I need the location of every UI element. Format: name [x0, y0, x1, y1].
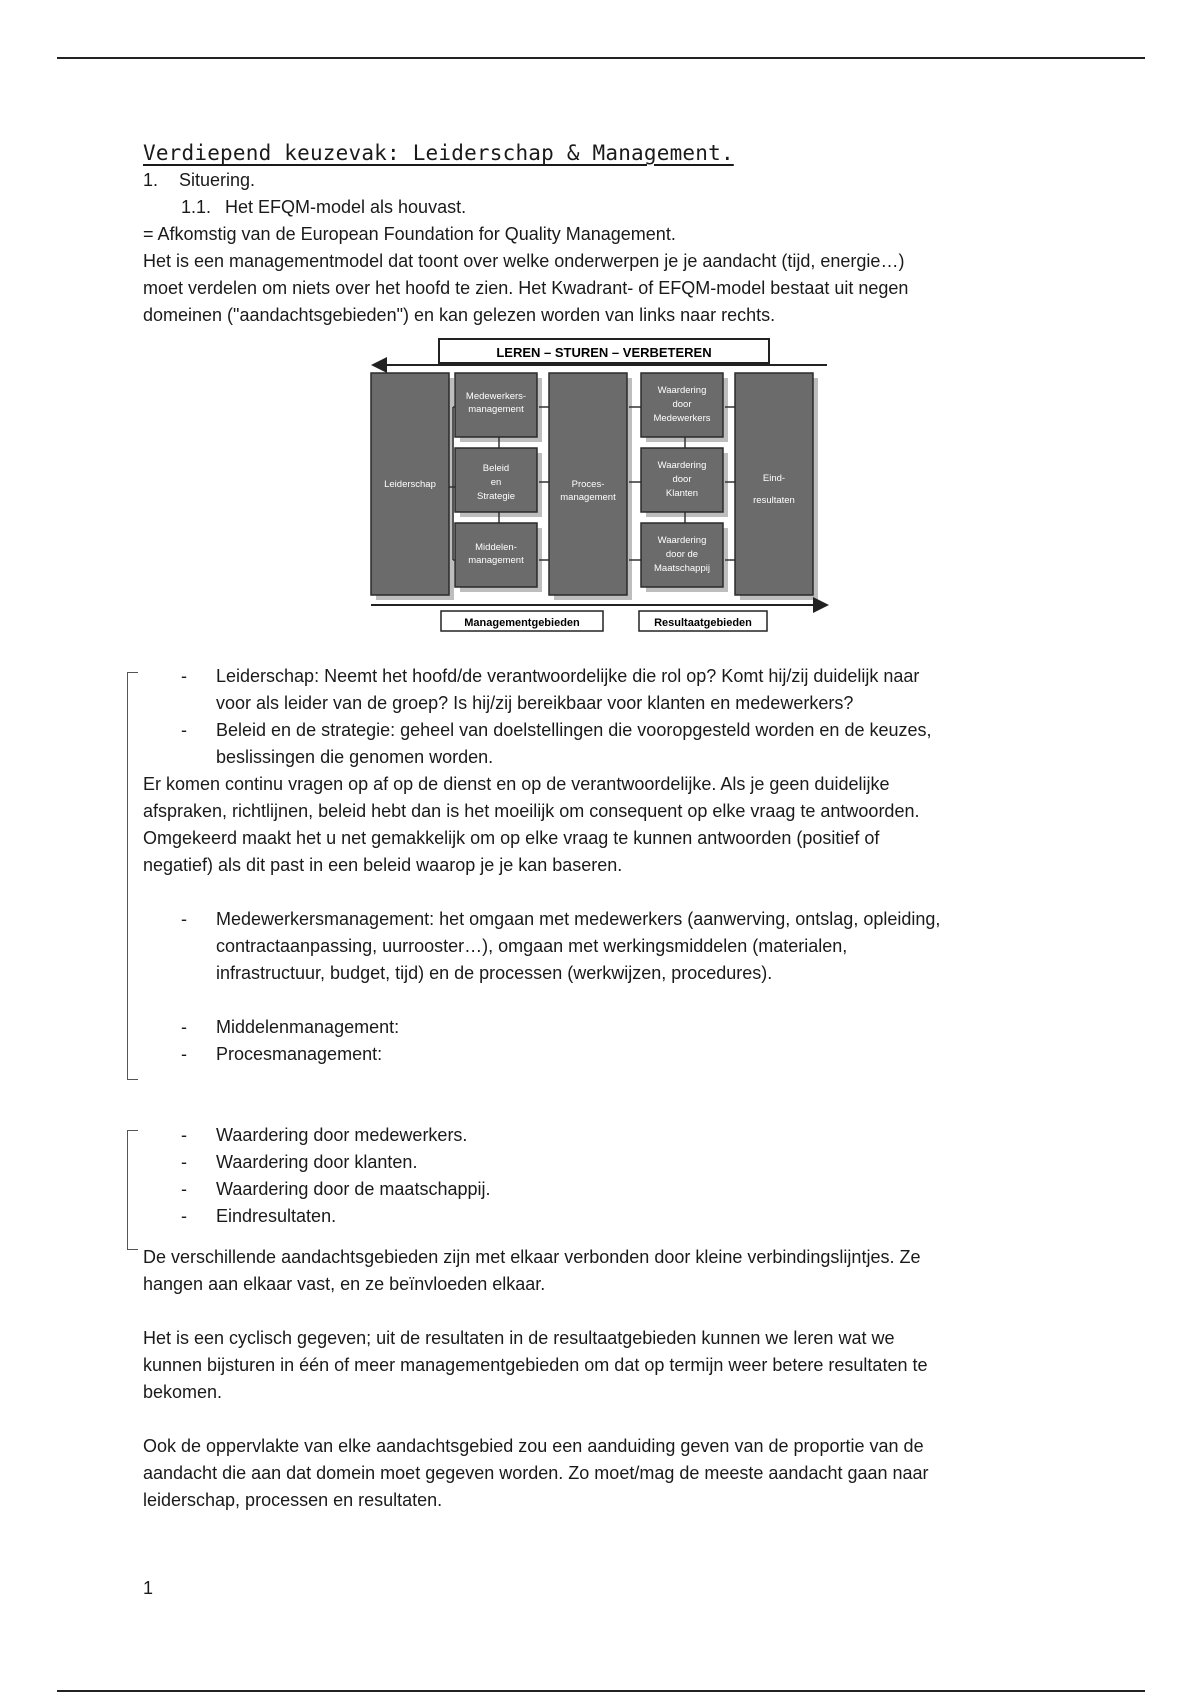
bullet-text: Waardering door medewerkers.	[216, 1125, 468, 1145]
bullet-text: Leiderschap: Neemt het hoofd/de verantwoordelijke die rol op? Komt hij/zij duidelijk naar	[216, 666, 920, 686]
bullet-waardering-maatschappij	[143, 1176, 1063, 1203]
label-beleid: Strategie	[476, 491, 516, 502]
beleid-paragraph-line: afspraken, richtlijnen, beleid hebt dan is het moeilijk om consequent op elke vraag te antwoorden.	[143, 801, 920, 821]
box-eindresultaten	[735, 373, 813, 595]
closing-paragraph-line: Het is een cyclisch gegeven; uit de resultaten in de resultaatgebieden kunnen we leren wat we	[143, 1328, 895, 1348]
label-waard-klanten: Waardering	[657, 460, 707, 471]
intro-line: Het is een managementmodel dat toont over welke onderwerpen je je aandacht (tijd, energie…)	[143, 251, 905, 271]
bullet-text: contractaanpassing, uurrooster…), omgaan met werkingsmiddelen (materialen,	[216, 936, 848, 956]
intro-line: = Afkomstig van de European Foundation for Quality Management.	[143, 224, 676, 244]
bullet-eindresultaten	[143, 1203, 1063, 1230]
bullet-dash: -	[181, 1152, 187, 1172]
bullet-leiderschap-cont	[143, 690, 1063, 717]
management-bracket	[127, 672, 138, 1080]
label-beleid: Beleid	[482, 463, 510, 474]
bullet-text: Waardering door klanten.	[216, 1152, 418, 1172]
bullet-dash: -	[181, 1179, 187, 1199]
closing-paragraph-line: bekomen.	[143, 1382, 223, 1402]
bullet-beleid-cont	[143, 744, 1063, 771]
bullet-dash: -	[181, 666, 187, 686]
bullet-dash: -	[181, 720, 187, 740]
closing-paragraph-line: Ook de oppervlakte van elke aandachtsgebied zou een aanduiding geven van de proportie van de	[143, 1436, 924, 1456]
closing-paragraph-line: leiderschap, processen en resultaten.	[143, 1490, 443, 1510]
closing-paragraph-line: kunnen bijsturen in één of meer managementgebieden om dat op termijn weer betere resultaten te	[143, 1355, 928, 1375]
label-leiderschap: Leiderschap	[384, 479, 436, 490]
heading-1-number: 1.	[143, 170, 159, 190]
bullet-text: Medewerkersmanagement: het omgaan met medewerkers (aanwerving, ontslag, opleiding,	[216, 909, 941, 929]
efqm-diagram-svg	[367, 335, 837, 635]
bullet-text: Procesmanagement:	[216, 1044, 383, 1064]
label-waard-klanten: Klanten	[665, 488, 699, 499]
bullet-procesmanagement	[143, 1041, 1063, 1068]
closing-paragraph-line: hangen aan elkaar vast, en ze beïnvloeden elkaar.	[143, 1274, 546, 1294]
header-rule	[57, 57, 1145, 59]
efqm-diagram	[367, 335, 837, 635]
closing-paragraph-line: aandacht die aan dat domein moet gegeven worden. Zo moet/mag de meeste aandacht gaan naar	[143, 1463, 929, 1483]
bullet-middelenmanagement	[143, 1014, 1063, 1041]
label-eindresultaten: Eind-	[762, 473, 786, 484]
label-waard-maatschappij: Maatschappij	[654, 563, 710, 574]
label-medewerkers-management: Medewerkers-	[465, 391, 527, 402]
bullet-dash: -	[181, 1017, 187, 1037]
label-beleid: en	[490, 477, 502, 488]
bullet-dash: -	[181, 1044, 187, 1064]
bottom-right-label: Resultaatgebieden	[654, 617, 752, 629]
bullet-text: Waardering door de maatschappij.	[216, 1179, 491, 1199]
document-title: Verdiepend keuzevak: Leiderschap & Management.	[143, 141, 734, 165]
label-medewerkers-management: management	[468, 404, 524, 415]
heading-1-text: Situering.	[179, 170, 256, 190]
bullet-dash: -	[181, 1206, 187, 1226]
bullet-text: Eindresultaten.	[216, 1206, 337, 1226]
label-proces: Proces-	[571, 479, 605, 490]
bullet-text: Middelenmanagement:	[216, 1017, 400, 1037]
intro-line: moet verdelen om niets over het hoofd te zien. Het Kwadrant- of EFQM-model bestaat uit negen	[143, 278, 909, 298]
label-waard-medewerkers: Waardering	[657, 385, 707, 396]
label-waard-medewerkers: Medewerkers	[653, 413, 711, 424]
page-number: 1	[143, 1578, 154, 1598]
label-middelen: management	[468, 555, 524, 566]
heading-1-1-number: 1.1.	[181, 197, 212, 217]
intro-line: domeinen ("aandachtsgebieden") en kan gelezen worden van links naar rechts.	[143, 305, 776, 325]
bullet-waardering-klanten	[143, 1149, 1063, 1176]
beleid-paragraph-line: Omgekeerd maakt het u net gemakkelijk om op elke vraag te kunnen antwoorden (positief of	[143, 828, 880, 848]
bullet-medewerkersmanagement-cont	[143, 933, 1063, 960]
page-content	[143, 140, 1063, 1514]
bullet-dash: -	[181, 1125, 187, 1145]
label-proces: management	[560, 492, 616, 503]
heading-1-1-text: Het EFQM-model als houvast.	[225, 197, 467, 217]
closing-paragraph-line: De verschillende aandachtsgebieden zijn met elkaar verbonden door kleine verbindingslijntjes. Ze	[143, 1247, 921, 1267]
footer-rule	[57, 1690, 1145, 1692]
bullet-waardering-medewerkers	[143, 1122, 1063, 1149]
label-waard-klanten: door	[672, 474, 692, 485]
results-bracket	[127, 1130, 138, 1250]
label-waard-medewerkers: door	[672, 399, 692, 410]
heading-1-1	[143, 194, 1063, 221]
label-middelen: Middelen-	[475, 542, 517, 553]
heading-1	[143, 167, 1063, 194]
bullet-beleid	[143, 717, 1063, 744]
bullet-text: Beleid en de strategie: geheel van doelstellingen die vooropgesteld worden en de keuzes,	[216, 720, 932, 740]
label-eindresultaten: resultaten	[753, 495, 795, 506]
bullet-medewerkersmanagement	[143, 906, 1063, 933]
bullet-leiderschap	[143, 663, 1063, 690]
bullet-text: infrastructuur, budget, tijd) en de processen (werkwijzen, procedures).	[216, 963, 773, 983]
bullet-dash: -	[181, 909, 187, 929]
bottom-left-label: Managementgebieden	[464, 617, 580, 629]
beleid-paragraph-line: Er komen continu vragen op af op de dienst en op de verantwoordelijke. Als je geen duidelijke	[143, 774, 890, 794]
beleid-paragraph-line: negatief) als dit past in een beleid waarop je je kan baseren.	[143, 855, 623, 875]
bullet-text: voor als leider van de groep? Is hij/zij bereikbaar voor klanten en medewerkers?	[216, 693, 854, 713]
bullet-medewerkersmanagement-cont	[143, 960, 1063, 987]
label-waard-maatschappij: Waardering	[657, 535, 707, 546]
label-waard-maatschappij: door de	[665, 549, 699, 560]
top-label: LEREN – STUREN – VERBETEREN	[496, 345, 712, 360]
bullet-text: beslissingen die genomen worden.	[216, 747, 494, 767]
